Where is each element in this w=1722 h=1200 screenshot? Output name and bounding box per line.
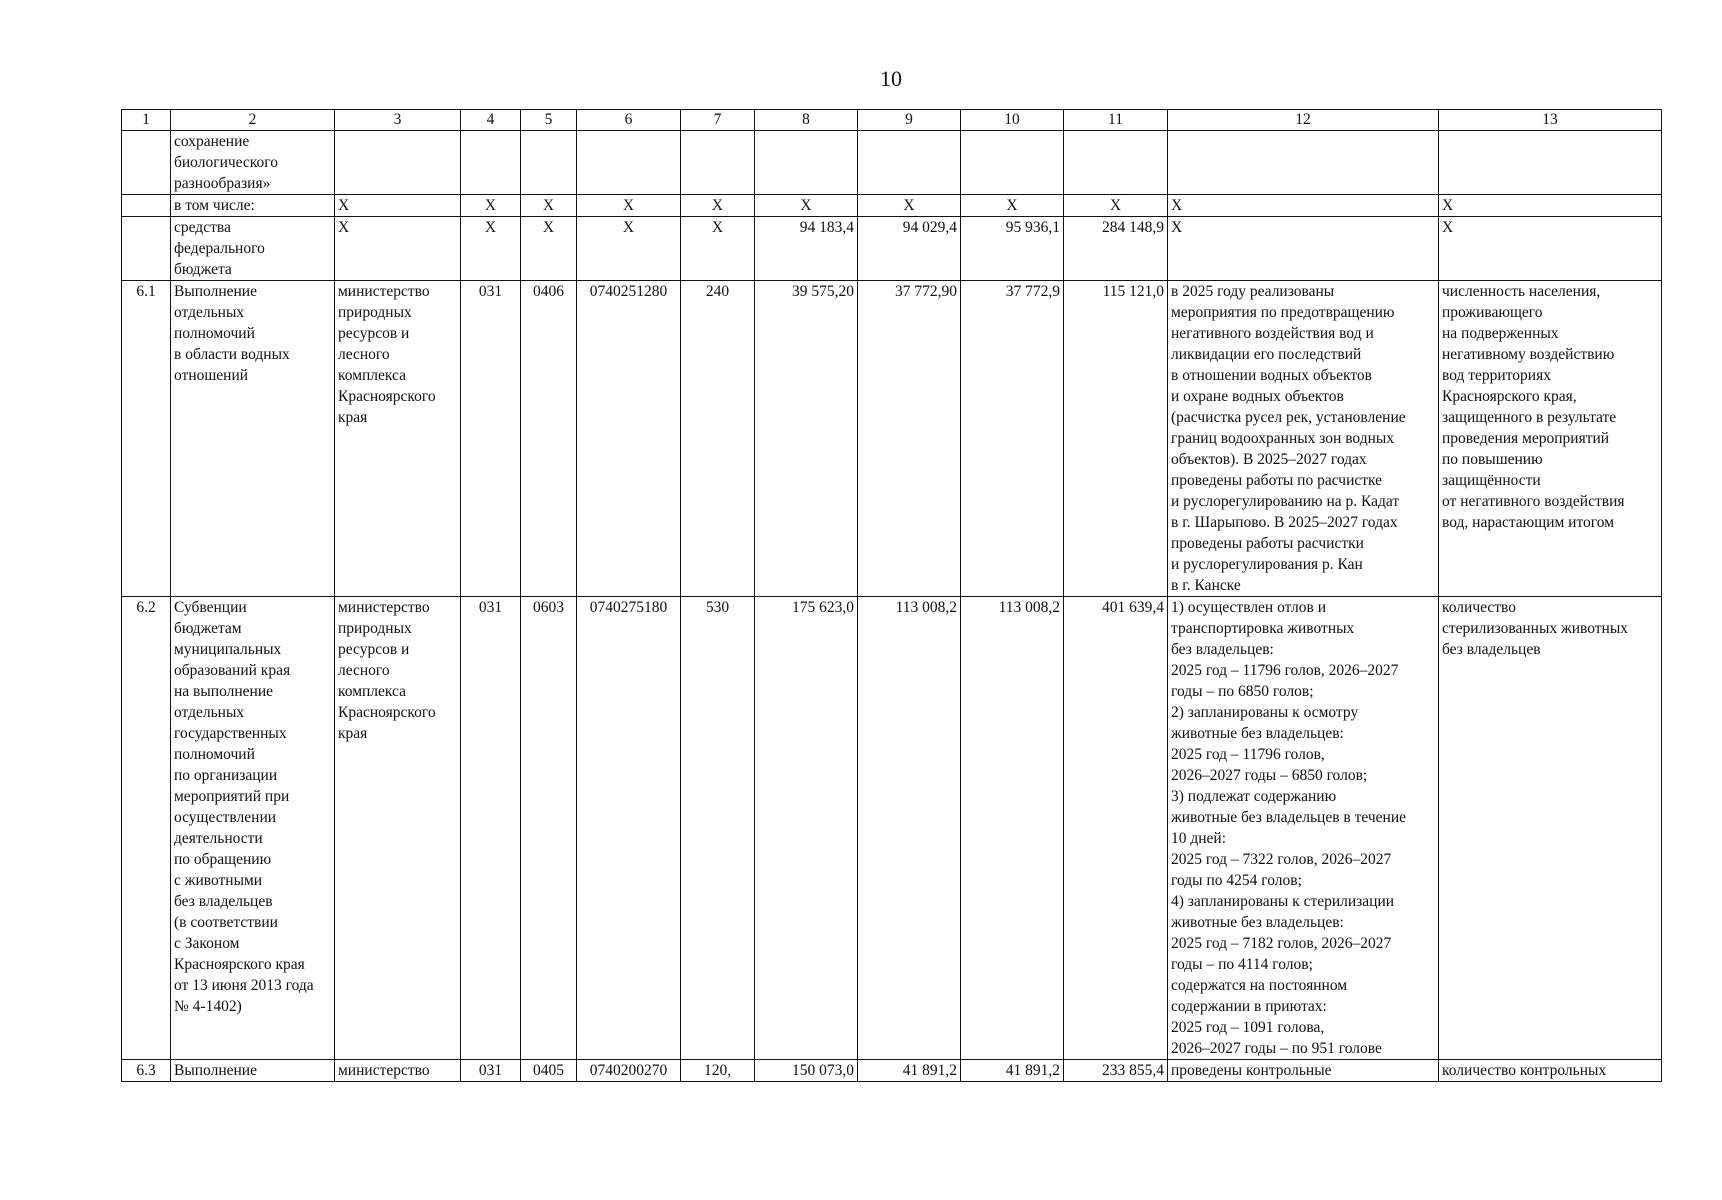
row-number: 6.1 (122, 281, 171, 597)
expected-result: в 2025 году реализованы мероприятия по предотвращению негативного воздействия вод и ликвидации его последствий в отношении водных объектов и охране водных объектов (расчистка русел рек, установление границ водоохранных зон водных объектов). В 2025–2027 годах проведены работы по расчистке и руслорегулированию на р. Кадат в г. Шарыпово. В 2025–2027 годах проведены работы расчистки и руслорегулирования р. Кан в г. Канске (1168, 281, 1439, 597)
amount-2025: 39 575,20 (755, 281, 858, 597)
amount-2025: 150 073,0 (755, 1060, 858, 1082)
table-header-row (122, 110, 1662, 131)
item-name: Выполнение отдельных полномочий в области водных отношений (171, 281, 335, 597)
amount-2026: 41 891,2 (858, 1060, 961, 1082)
expected-result: проведены контрольные (1168, 1060, 1439, 1082)
x-mark: X (521, 195, 577, 217)
amount-2026: 94 029,4 (858, 217, 961, 281)
executor: министерство природных ресурсов и лесного комплекса Красноярского края (335, 597, 461, 1060)
x-mark: X (755, 195, 858, 217)
budget-table (121, 109, 1662, 1082)
header-cell: 12 (1168, 110, 1439, 131)
section-code: 0405 (521, 1060, 577, 1082)
item-name: средства федерального бюджета (171, 217, 335, 281)
amount-2025: 94 183,4 (755, 217, 858, 281)
amount-2027: 113 008,2 (961, 597, 1064, 1060)
table-row-6-2 (122, 597, 1662, 1060)
header-cell: 13 (1439, 110, 1662, 131)
item-name: Субвенции бюджетам муниципальных образований края на выполнение отдельных государственных полномочий по организации мероприятий при осуществлении деятельности по обращению с животными без владельцев (в соответствии с Законом Красноярского края от 13 июня 2013 года № 4-1402) (171, 597, 335, 1060)
item-name: сохранение биологического разнообразия» (171, 131, 335, 195)
x-mark: X (577, 217, 681, 281)
x-mark: X (1168, 217, 1439, 281)
amount-2027: 41 891,2 (961, 1060, 1064, 1082)
x-mark: X (461, 217, 521, 281)
row-number: 6.3 (122, 1060, 171, 1082)
table-row-6-3 (122, 1060, 1662, 1082)
expense-type-code: 120, (681, 1060, 755, 1082)
header-cell: 8 (755, 110, 858, 131)
x-mark: X (1439, 217, 1662, 281)
table-row-including (122, 195, 1662, 217)
indicator: количество стерилизованных животных без владельцев (1439, 597, 1662, 1060)
x-mark: X (1439, 195, 1662, 217)
amount-total: 401 639,4 (1064, 597, 1168, 1060)
grbs-code: 031 (461, 281, 521, 597)
target-article-code: 0740251280 (577, 281, 681, 597)
amount-2026: 37 772,90 (858, 281, 961, 597)
table-row-federal (122, 217, 1662, 281)
header-cell: 5 (521, 110, 577, 131)
header-cell: 9 (858, 110, 961, 131)
header-cell: 7 (681, 110, 755, 131)
x-mark: X (961, 195, 1064, 217)
section-code: 0406 (521, 281, 577, 597)
x-mark: X (461, 195, 521, 217)
indicator: количество контрольных (1439, 1060, 1662, 1082)
header-cell: 3 (335, 110, 461, 131)
section-code: 0603 (521, 597, 577, 1060)
x-mark: X (1168, 195, 1439, 217)
item-name: в том числе: (171, 195, 335, 217)
target-article-code: 0740275180 (577, 597, 681, 1060)
expected-result: 1) осуществлен отлов и транспортировка животных без владельцев: 2025 год – 11796 голов, 2026–2027 годы – по 6850 голов; 2) запланированы к осмотру животные без владельцев: 2025 год – 11796 голов, 2026–2027 годы – 6850 голов; 3) подлежат содержанию животные без владельцев в течение 10 дней: 2025 год – 7322 голов, 2026–2027 годы по 4254 голов; 4) запланированы к стерилизации животные без владельцев: 2025 год – 7182 голов, 2026–2027 годы – по 4114 голов; содержатся на постоянном содержании в приютах: 2025 год – 1091 голова, 2026–2027 годы – по 951 голове (1168, 597, 1439, 1060)
expense-type-code: 530 (681, 597, 755, 1060)
expense-type-code: 240 (681, 281, 755, 597)
row-number: 6.2 (122, 597, 171, 1060)
header-cell: 11 (1064, 110, 1168, 131)
amount-total: 115 121,0 (1064, 281, 1168, 597)
grbs-code: 031 (461, 597, 521, 1060)
executor: министерство (335, 1060, 461, 1082)
x-mark: X (681, 195, 755, 217)
x-mark: X (577, 195, 681, 217)
x-mark: X (335, 195, 461, 217)
header-cell: 4 (461, 110, 521, 131)
x-mark: X (1064, 195, 1168, 217)
amount-2026: 113 008,2 (858, 597, 961, 1060)
x-mark: X (858, 195, 961, 217)
amount-2027: 95 936,1 (961, 217, 1064, 281)
amount-2027: 37 772,9 (961, 281, 1064, 597)
amount-2025: 175 623,0 (755, 597, 858, 1060)
header-cell: 1 (122, 110, 171, 131)
item-name: Выполнение (171, 1060, 335, 1082)
indicator: численность населения, проживающего на подверженных негативному воздействию вод территориях Красноярского края, защищенного в результате проведения мероприятий по повышению защищённости от негативного воздействия вод, нарастающим итогом (1439, 281, 1662, 597)
amount-total: 233 855,4 (1064, 1060, 1168, 1082)
target-article-code: 0740200270 (577, 1060, 681, 1082)
grbs-code: 031 (461, 1060, 521, 1082)
x-mark: X (335, 217, 461, 281)
header-cell: 10 (961, 110, 1064, 131)
x-mark: X (521, 217, 577, 281)
x-mark: X (681, 217, 755, 281)
table-row-continuation (122, 131, 1662, 195)
executor: министерство природных ресурсов и лесного комплекса Красноярского края (335, 281, 461, 597)
page-number: 10 (880, 66, 902, 91)
amount-total: 284 148,9 (1064, 217, 1168, 281)
header-cell: 6 (577, 110, 681, 131)
header-cell: 2 (171, 110, 335, 131)
table-row-6-1 (122, 281, 1662, 597)
